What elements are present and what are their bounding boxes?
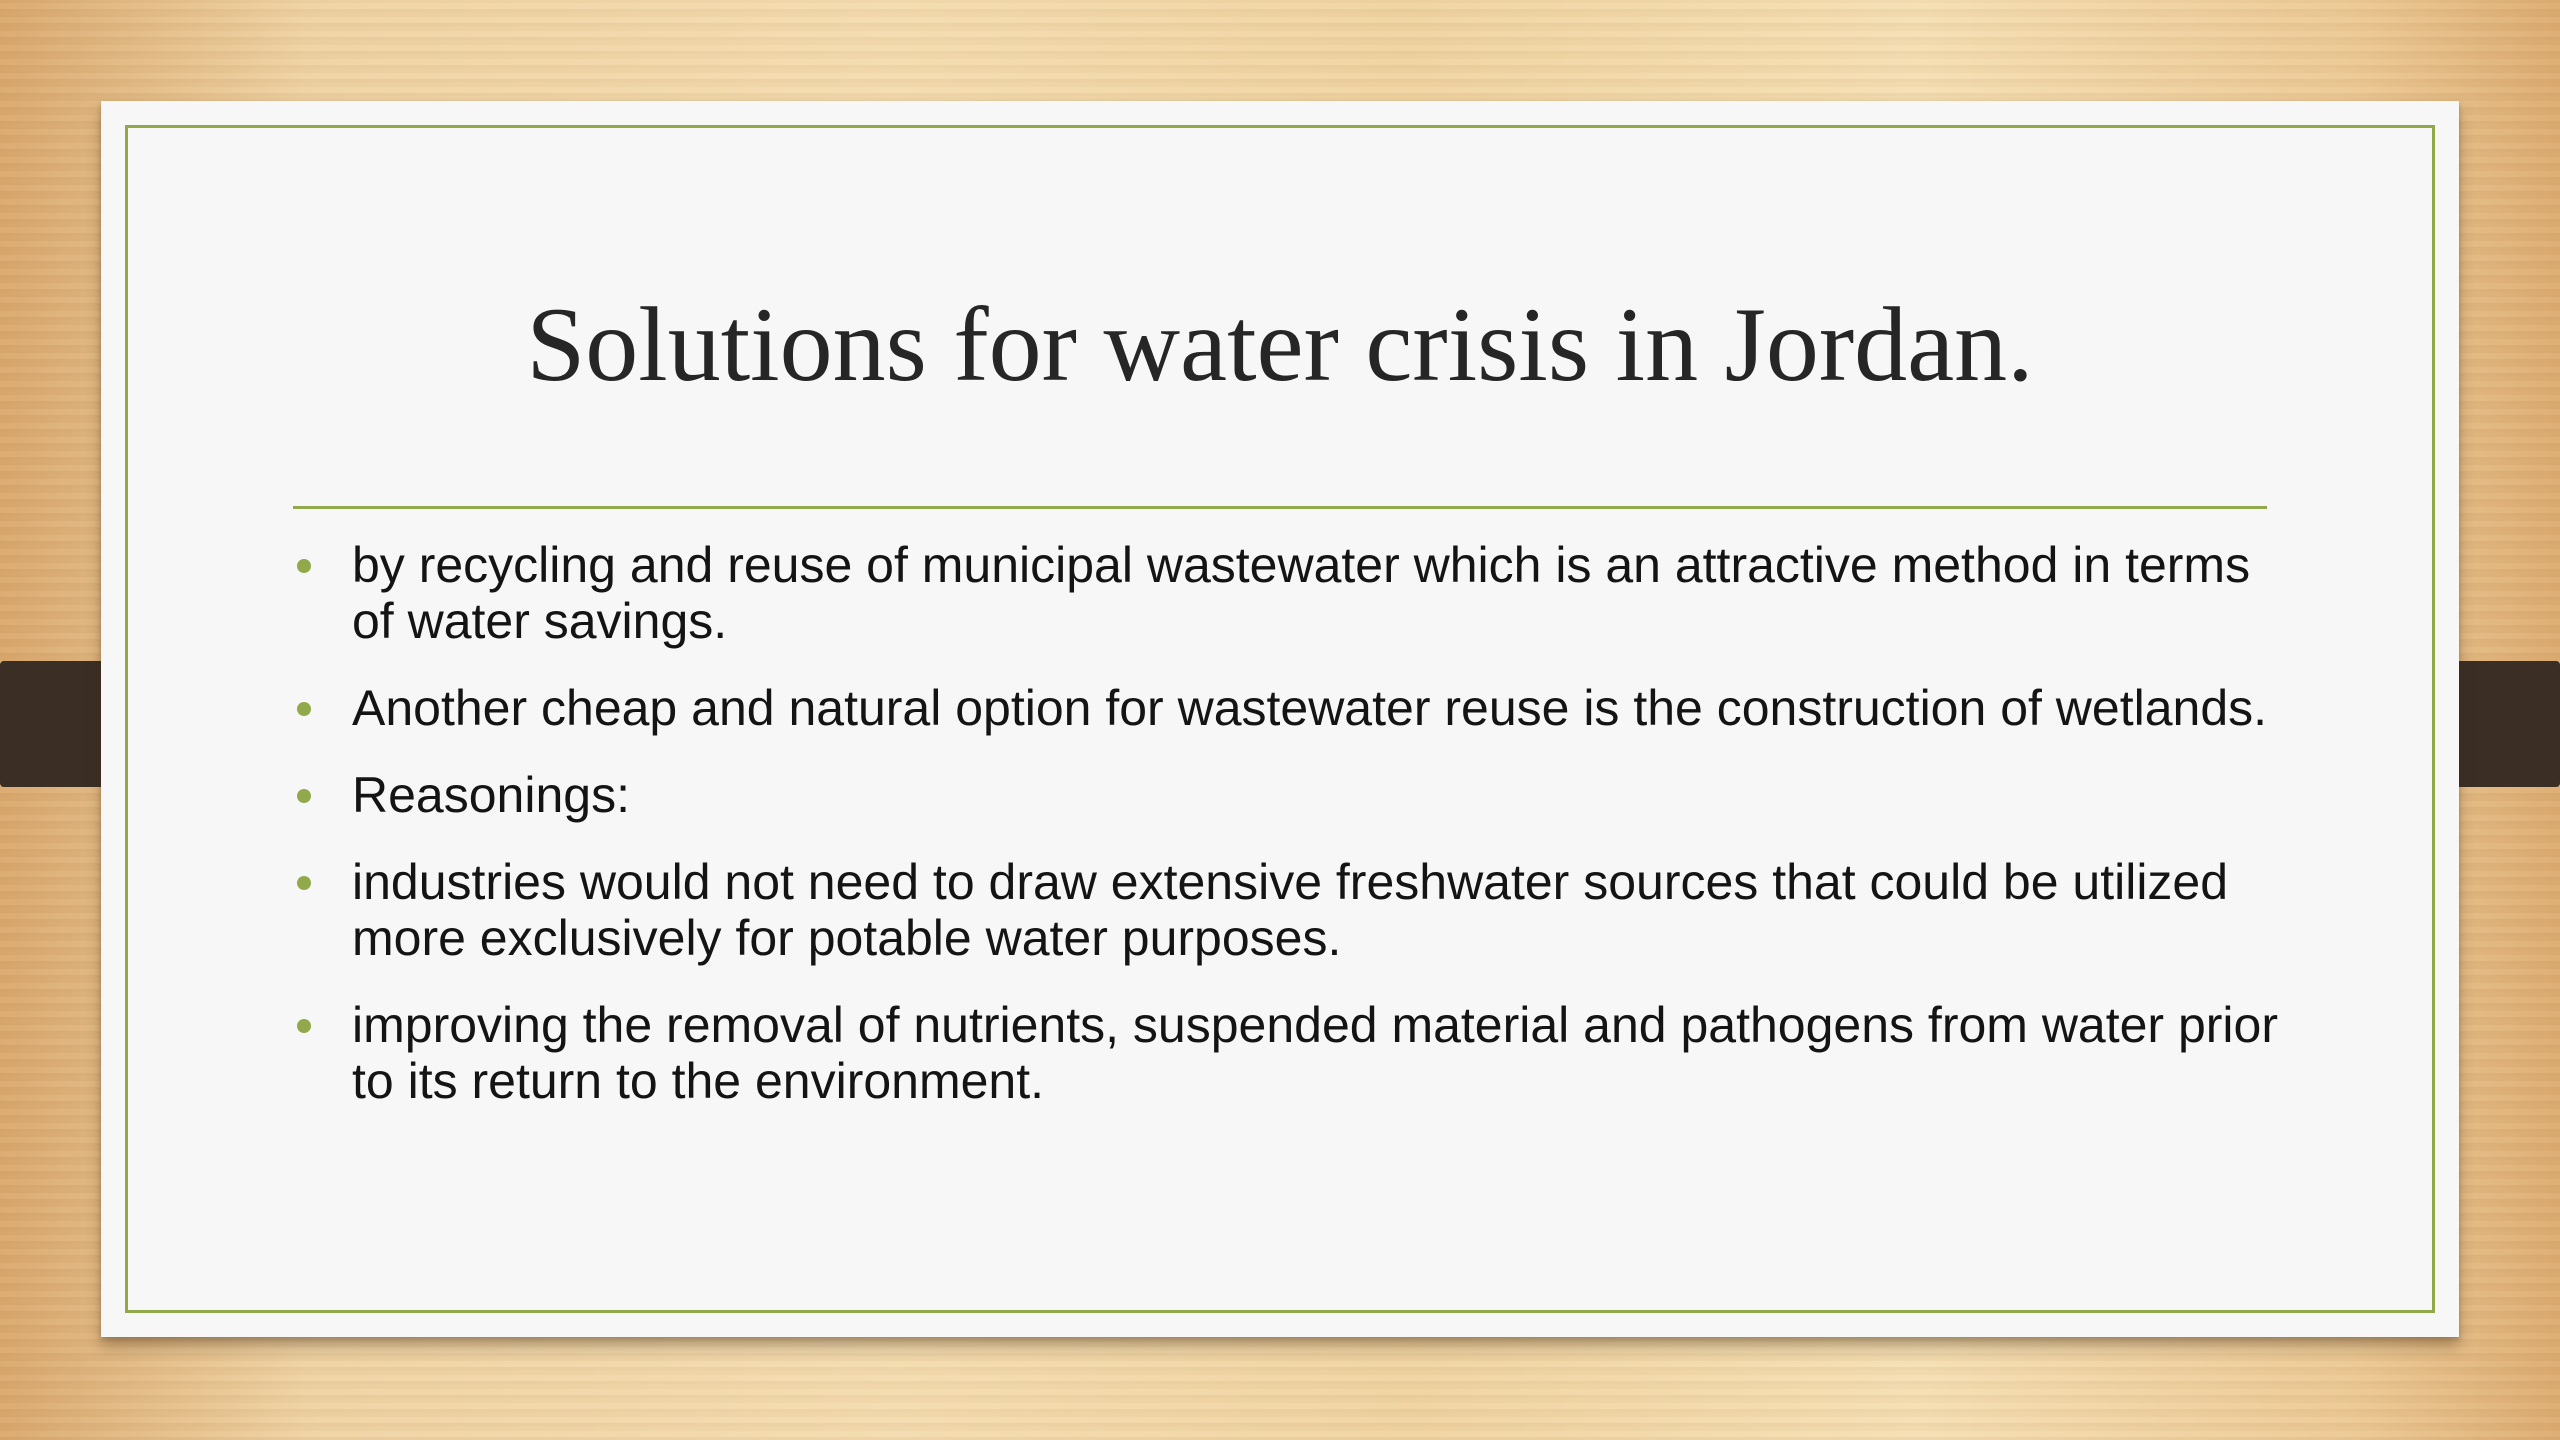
bullet-item [293, 854, 2293, 966]
bullet-dot-icon [297, 876, 311, 890]
bullet-text: Another cheap and natural option for wastewater reuse is the construction of wetlands. [352, 680, 2268, 736]
bullet-dot-icon [297, 789, 311, 803]
bullet-dot-icon [297, 1019, 311, 1033]
slide-title: Solutions for water crisis in Jordan. [526, 286, 2034, 403]
slide [101, 101, 2459, 1337]
bullet-text: improving the removal of nutrients, suspended material and pathogens from water prior to its return to the environment. [352, 997, 2279, 1109]
bullet-item [293, 537, 2293, 649]
bullet-text: Reasonings: [352, 767, 630, 823]
bullet-text: by recycling and reuse of municipal wastewater which is an attractive method in terms of water savings. [352, 537, 2251, 649]
bullet-dot-icon [297, 559, 311, 573]
bullet-text: industries would not need to draw extensive freshwater sources that could be utilized more exclusively for potable water purposes. [352, 854, 2229, 966]
title-divider [293, 506, 2267, 509]
bullet-item [293, 997, 2293, 1109]
bullet-list [293, 537, 2293, 1140]
bullet-item [293, 767, 2293, 823]
bullet-item [293, 680, 2293, 736]
bullet-dot-icon [297, 702, 311, 716]
